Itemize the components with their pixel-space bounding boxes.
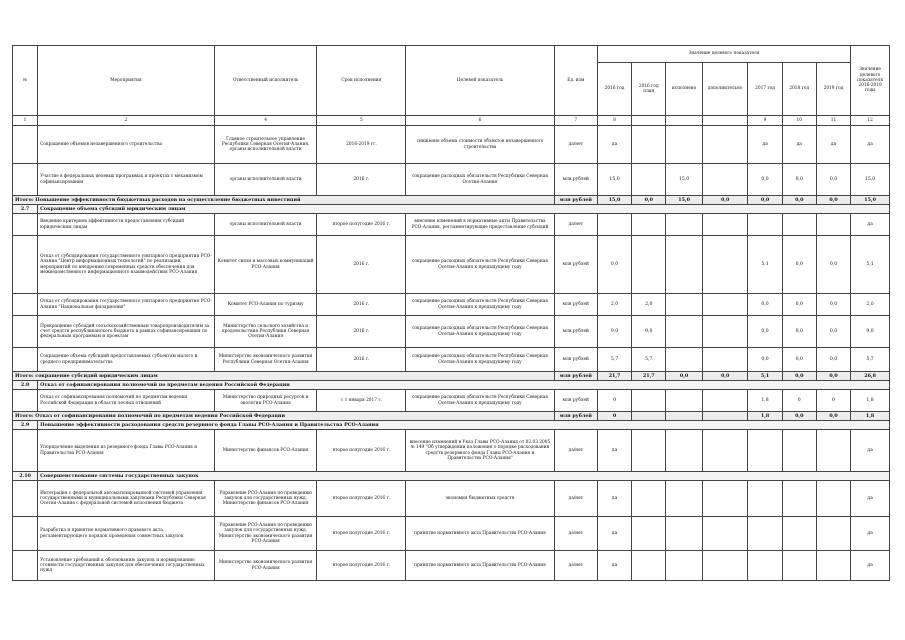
table-cell	[13, 517, 38, 551]
table-cell: Сокращение объема субсидий предоставляемых субъектам малого и среднего предпринимательства	[38, 348, 215, 372]
table-cell: 9,0	[632, 316, 666, 348]
table-cell: сокращение расходных обязательств Республики Северная Осетия-Алания к предыдущему году	[406, 348, 554, 372]
table-cell: да/нет	[554, 481, 597, 517]
header-2017: 2017 год	[748, 63, 782, 116]
table-cell	[13, 430, 38, 472]
header-2019: 2019 год	[816, 63, 850, 116]
table-row	[13, 126, 890, 164]
table-cell	[702, 481, 748, 517]
table-cell: да/нет	[554, 551, 597, 581]
table-cell: Установление требований к обоснованию закупок и нормированию стоимости государственных закупок для обеспечения государственных нужд	[38, 551, 215, 581]
section-title: Сокращение объема субсидий юридическим лицам	[38, 205, 890, 214]
table-cell	[666, 551, 702, 581]
total-label: Итого: Отказ от софинансирования полномочий по предметам ведения Российской Федерации	[13, 412, 555, 421]
table-cell: да	[851, 551, 890, 581]
total-row	[13, 372, 890, 381]
table-cell: 0,0	[748, 294, 782, 316]
table-cell: да	[816, 126, 850, 164]
table-cell	[13, 126, 38, 164]
column-numbers-row	[13, 116, 890, 126]
table-cell: 15,0	[851, 164, 890, 196]
table-cell: Сокращение объемов незавершенного строительства	[38, 126, 215, 164]
table-cell: Министерство природных ресурсов и экологии РСО-Алания	[214, 390, 317, 412]
table-cell: млн рублей	[554, 390, 597, 412]
header-2018: 2018 год	[782, 63, 816, 116]
table-row	[13, 430, 890, 472]
table-cell: 0	[816, 390, 850, 412]
table-cell	[666, 390, 702, 412]
table-cell: второе полугодие 2016 г.	[317, 430, 406, 472]
table-cell: 5,7	[597, 348, 631, 372]
total-value: 0,0	[748, 196, 782, 205]
table-cell	[702, 214, 748, 236]
total-value: 21,7	[597, 372, 631, 381]
total-value: 0,0	[702, 372, 748, 381]
table-cell: второе полугодие 2016 г.	[317, 551, 406, 581]
table-cell: 1,8	[851, 390, 890, 412]
table-cell: да	[748, 126, 782, 164]
table-cell: Интеграция с федеральной автоматизированной системой управления государственными и муниципальными закупками Республики Северная Осетия-Алания с федеральной системой исполнения бюджета	[38, 481, 215, 517]
table-cell	[13, 390, 38, 412]
total-value: 26,8	[851, 372, 890, 381]
spreadsheet-page	[12, 45, 890, 581]
table-cell	[782, 430, 816, 472]
header-2016-extra: дополнительно	[702, 63, 748, 116]
table-cell: 9,0	[597, 316, 631, 348]
table-cell: да	[597, 126, 631, 164]
total-value: 1,8	[851, 412, 890, 421]
column-number-cell: 10	[782, 116, 816, 126]
table-cell: 2,0	[851, 294, 890, 316]
total-value: 0,0	[702, 196, 748, 205]
total-label: Итого: сокращение субсидий юридическим лицам	[13, 372, 555, 381]
section-header-row	[13, 205, 890, 214]
table-cell: да/нет	[554, 430, 597, 472]
table-cell	[702, 517, 748, 551]
table-cell: сокращение расходных обязательств Республики Северная Осетия-Алания	[406, 164, 554, 196]
measures-table	[12, 45, 890, 581]
table-cell	[816, 517, 850, 551]
table-cell: снижение объема стоимости объектов незавершенного строительства	[406, 126, 554, 164]
total-value: 15,0	[851, 196, 890, 205]
total-value: 0,0	[816, 412, 850, 421]
table-cell: сокращение расходных обязательств Республики Северная Осетия-Алания к предыдущему году	[406, 390, 554, 412]
total-value: 0,0	[816, 196, 850, 205]
table-row	[13, 348, 890, 372]
table-cell: Отказ от субсидирования государственного унитарного предприятия РСО-Алания "Центр информационных технологий" по реализации мероприятий по внедрению современных средств обеспечения для межведомственного информационного взаимодействия РСО-Алания	[38, 236, 215, 294]
table-cell: 0,0	[782, 316, 816, 348]
total-value	[632, 412, 666, 421]
table-cell	[632, 236, 666, 294]
table-cell: Министерство финансов РСО-Алания	[214, 430, 317, 472]
table-cell: Управление РСО-Алания по проведению закупок для государственных нужд, Министерство финансов РСО-Алания	[214, 481, 317, 517]
table-row	[13, 164, 890, 196]
table-cell	[816, 430, 850, 472]
table-cell: Министерство экономического развития РСО-Алания	[214, 551, 317, 581]
table-cell: Управление РСО-Алания по проведению закупок для государственных нужд, Министерство экономического развития РСО-Алания	[214, 517, 317, 551]
table-cell	[632, 517, 666, 551]
column-number-cell: 11	[816, 116, 850, 126]
table-cell: 0,0	[782, 164, 816, 196]
total-value: 0,0	[666, 372, 702, 381]
total-value: 15,0	[597, 196, 631, 205]
total-label: Итого: Повышение эффективности бюджетных расходов на осуществление бюджетных инвестиций	[13, 196, 555, 205]
table-cell: 0,0	[597, 236, 631, 294]
table-cell	[13, 551, 38, 581]
column-number-cell: 12	[851, 116, 890, 126]
table-cell: второе полугодие 2016 г.	[317, 517, 406, 551]
section-number: 2.10	[13, 472, 38, 481]
table-cell	[748, 551, 782, 581]
header-2016: 2016 год	[597, 63, 631, 116]
column-number-cell: 9	[748, 116, 782, 126]
table-cell	[816, 551, 850, 581]
table-cell: принятие нормативного акта Правительства РСО-Алания	[406, 551, 554, 581]
table-cell: Комитет связи и массовых коммуникаций РСО-Алания	[214, 236, 317, 294]
column-number-cell: 1	[13, 116, 38, 126]
table-row	[13, 214, 890, 236]
table-cell: 5,1	[851, 236, 890, 294]
table-cell: 2016 г.	[317, 236, 406, 294]
table-cell	[702, 164, 748, 196]
total-unit: млн рублей	[554, 372, 597, 381]
total-value: 5,1	[748, 372, 782, 381]
total-unit: млн рублей	[554, 196, 597, 205]
table-cell: да	[597, 430, 631, 472]
table-row	[13, 236, 890, 294]
table-cell: млн рублей	[554, 348, 597, 372]
table-cell	[632, 430, 666, 472]
table-cell: да/нет	[554, 126, 597, 164]
table-cell: 5,7	[851, 348, 890, 372]
column-number-cell	[666, 116, 702, 126]
table-cell: экономия бюджетных средств	[406, 481, 554, 517]
table-cell: да/нет	[554, 214, 597, 236]
table-cell	[666, 126, 702, 164]
table-cell: да	[851, 517, 890, 551]
table-cell: 2,0	[632, 294, 666, 316]
total-value	[666, 412, 702, 421]
table-cell	[13, 164, 38, 196]
table-cell	[666, 214, 702, 236]
table-cell: Главное строительное управление Республики Северная Осетия-Алания, органы исполнительной власти	[214, 126, 317, 164]
table-cell: Участие в федеральных целевых программах и проектах с механизмом софинансирования	[38, 164, 215, 196]
table-cell	[666, 236, 702, 294]
table-cell: 2,0	[597, 294, 631, 316]
table-cell: органы исполнительной власти	[214, 214, 317, 236]
table-cell	[748, 214, 782, 236]
section-title: Совершенствование системы государственных закупок	[38, 472, 890, 481]
column-number-cell	[702, 116, 748, 126]
table-cell	[13, 236, 38, 294]
table-cell: внесение изменений в нормативные акты Правительства РСО-Алания, регламентирующие предоставление субсидий	[406, 214, 554, 236]
table-row	[13, 294, 890, 316]
table-cell: 5,7	[632, 348, 666, 372]
table-cell: 0,0	[816, 316, 850, 348]
total-value: 0	[597, 412, 631, 421]
table-cell: сокращение расходных обязательств Республики Северная Осетия-Алания к предыдущему году	[406, 236, 554, 294]
header-term: Срок исполнения	[317, 46, 406, 116]
total-value: 0,0	[782, 412, 816, 421]
table-cell: 15,0	[666, 164, 702, 196]
table-cell: 15,0	[597, 164, 631, 196]
table-cell	[13, 316, 38, 348]
column-number-cell: 7	[554, 116, 597, 126]
table-row	[13, 481, 890, 517]
header-responsible: Ответственный исполнитель	[214, 46, 317, 116]
table-cell	[666, 517, 702, 551]
table-cell: 2016 г.	[317, 316, 406, 348]
table-cell	[666, 316, 702, 348]
header-unit: Ед. изм	[554, 46, 597, 116]
header-activity: Мероприятия	[38, 46, 215, 116]
table-cell	[702, 551, 748, 581]
table-cell: 0	[782, 390, 816, 412]
table-cell	[666, 481, 702, 517]
table-cell: 0,0	[782, 236, 816, 294]
table-cell: да	[597, 551, 631, 581]
section-number: 2.8	[13, 381, 38, 390]
total-unit: млн рублей	[554, 412, 597, 421]
table-cell: да	[851, 214, 890, 236]
table-cell	[782, 517, 816, 551]
table-cell: принятие нормативного акта Правительства РСО-Алания	[406, 517, 554, 551]
table-cell: Введение критериев эффективности предоставления субсидий юридическим лицам	[38, 214, 215, 236]
table-cell	[13, 481, 38, 517]
section-header-row	[13, 381, 890, 390]
table-cell: да	[597, 517, 631, 551]
total-value: 0,0	[632, 196, 666, 205]
header-values-group: Значение целевого показателя	[597, 46, 850, 63]
table-cell	[632, 214, 666, 236]
column-number-cell: 6	[406, 116, 554, 126]
header-number: №	[13, 46, 38, 116]
table-cell	[748, 481, 782, 517]
table-row	[13, 316, 890, 348]
table-cell	[666, 430, 702, 472]
header-total: Значение целевого показателя 2016-2019 годы	[851, 46, 890, 116]
section-header-row	[13, 421, 890, 430]
table-cell	[632, 390, 666, 412]
table-cell: 0,0	[782, 294, 816, 316]
total-value: 15,0	[666, 196, 702, 205]
table-cell	[632, 126, 666, 164]
table-cell: 2016-2019 гг.	[317, 126, 406, 164]
table-cell	[702, 348, 748, 372]
column-number-cell: 8	[597, 116, 631, 126]
table-cell: млн рублей	[554, 164, 597, 196]
table-cell: сокращение расходных обязательств Республики Северная Осетия-Алания к предыдущему году	[406, 294, 554, 316]
table-cell	[702, 236, 748, 294]
table-cell	[702, 390, 748, 412]
table-cell	[702, 430, 748, 472]
column-number-cell: 2	[38, 116, 215, 126]
table-cell: да	[597, 481, 631, 517]
table-cell	[666, 294, 702, 316]
section-number: 2.7	[13, 205, 38, 214]
total-value: 0,0	[782, 196, 816, 205]
table-cell	[632, 481, 666, 517]
table-cell: 2016 г.	[317, 164, 406, 196]
total-row	[13, 412, 890, 421]
section-title: Отказ от софинансирования полномочий по предметам ведения Российской Федерации	[38, 381, 890, 390]
table-cell	[666, 348, 702, 372]
table-cell: с 1 января 2017 г.	[317, 390, 406, 412]
header-2016-plan: 2016 год план	[632, 63, 666, 116]
table-cell: млн рублей	[554, 316, 597, 348]
table-cell: да/нет	[554, 517, 597, 551]
column-number-cell	[632, 116, 666, 126]
column-number-cell: 5	[317, 116, 406, 126]
total-value: 0,0	[816, 372, 850, 381]
table-cell	[702, 126, 748, 164]
section-title: Повышение эффективности расходования средств резервного фонда Главы РСО-Алания и Правительства РСО-Алания	[38, 421, 890, 430]
table-cell: 9,0	[851, 316, 890, 348]
table-cell: 0,0	[816, 236, 850, 294]
total-value: 1,8	[748, 412, 782, 421]
table-row	[13, 517, 890, 551]
table-cell: Министерство сельского хозяйства и продовольствия Республики Северная Осетия-Алания	[214, 316, 317, 348]
table-row	[13, 551, 890, 581]
table-cell: млн рублей	[554, 294, 597, 316]
table-cell: внесение изменений в Указ Главы РСО-Алания от 02.03.2005 № 149 "Об утверждении положения о порядке расходования средств резервного фонда Главы РСО-Алания и Правительства РСО-Алания"	[406, 430, 554, 472]
table-cell: Отказ от субсидирования государственного унитарного предприятия РСО-Алания "Национальная филармония"	[38, 294, 215, 316]
table-cell: 2016 г.	[317, 294, 406, 316]
table-cell: органы исполнительной власти	[214, 164, 317, 196]
table-cell	[13, 214, 38, 236]
table-cell: Комитет РСО-Алания по туризму	[214, 294, 317, 316]
table-cell: 0,0	[748, 348, 782, 372]
table-cell: Разработка и принятие нормативного правового акта, регламентирующего порядок проведения совместных закупок	[38, 517, 215, 551]
table-cell	[632, 551, 666, 581]
section-number: 2.9	[13, 421, 38, 430]
total-value: 21,7	[632, 372, 666, 381]
total-value: 0,0	[782, 372, 816, 381]
table-cell: 1,8	[748, 390, 782, 412]
total-row	[13, 196, 890, 205]
total-value	[702, 412, 748, 421]
table-row	[13, 390, 890, 412]
table-cell: млн рублей	[554, 236, 597, 294]
header-2016-fact: исполнено	[666, 63, 702, 116]
table-cell: Министерство экономического развития Республики Северная Осетия-Алания	[214, 348, 317, 372]
table-cell	[13, 348, 38, 372]
table-cell: 0,0	[816, 164, 850, 196]
table-cell: 0,0	[782, 348, 816, 372]
table-cell: да	[851, 481, 890, 517]
table-cell: 5,1	[748, 236, 782, 294]
table-cell: Отказ от софинансирования полномочий по предметам ведения Российской Федерации в области лесных отношений	[38, 390, 215, 412]
table-cell	[816, 214, 850, 236]
table-cell: Прекращение субсидий сельскохозяйственным товаропроизводителям за счет средств республиканского бюджета в рамках софинансирования по федеральным программам и проектам	[38, 316, 215, 348]
table-cell: второе полугодие 2016 г.	[317, 214, 406, 236]
table-cell	[632, 164, 666, 196]
table-cell: 0,0	[748, 316, 782, 348]
table-cell: да	[782, 126, 816, 164]
table-cell	[702, 316, 748, 348]
table-cell: Упорядочение выделения из резервного фонда Главы РСО-Алания и Правительства РСО-Алания	[38, 430, 215, 472]
table-cell: 2016 г.	[317, 348, 406, 372]
column-number-cell: 4	[214, 116, 317, 126]
table-cell	[782, 551, 816, 581]
table-cell	[597, 214, 631, 236]
table-cell	[782, 481, 816, 517]
table-cell: сокращение расходных обязательств Республики Северная Осетия-Алания к предыдущему году	[406, 316, 554, 348]
table-cell: 0,0	[748, 164, 782, 196]
table-cell	[816, 481, 850, 517]
table-cell	[702, 294, 748, 316]
table-cell: 0	[597, 390, 631, 412]
table-cell	[748, 517, 782, 551]
table-cell: второе полугодие 2016 г.	[317, 481, 406, 517]
header-target: Целевой показатель	[406, 46, 554, 116]
table-cell: 0,0	[816, 294, 850, 316]
table-cell	[748, 430, 782, 472]
table-cell	[13, 294, 38, 316]
table-cell	[782, 214, 816, 236]
section-header-row	[13, 472, 890, 481]
table-cell: 0,0	[816, 348, 850, 372]
table-cell: да	[851, 126, 890, 164]
table-cell: да	[851, 430, 890, 472]
